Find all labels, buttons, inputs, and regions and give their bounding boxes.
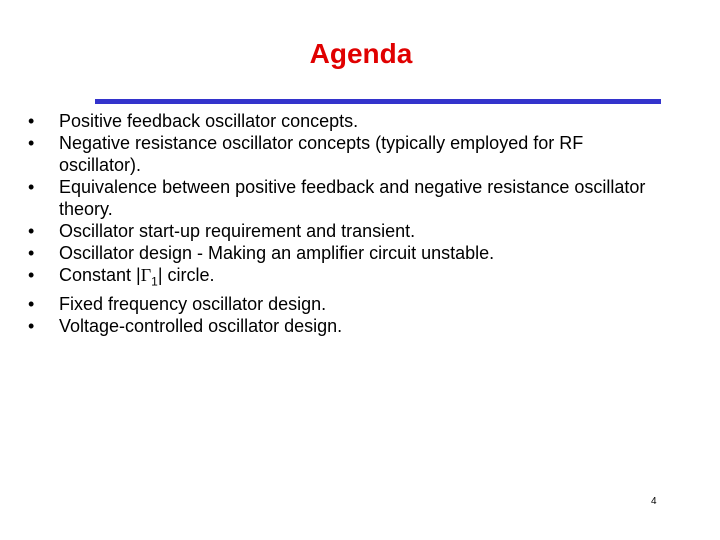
page-number: 4 (651, 496, 657, 507)
agenda-item-prefix: Constant | (59, 265, 141, 285)
bullet-icon: • (28, 265, 35, 285)
agenda-item-suffix: | circle. (157, 265, 215, 285)
agenda-item-text: Equivalence between positive feedback and negative resistance oscillator theory. (59, 177, 646, 219)
agenda-item-text: Oscillator design - Making an amplifier circuit unstable. (59, 243, 495, 263)
bullet-icon: • (28, 111, 35, 131)
agenda-list (28, 110, 668, 337)
agenda-item-text: Positive feedback oscillator concepts. (59, 111, 359, 131)
title-divider (95, 99, 661, 104)
agenda-item-text: Fixed frequency oscillator design. (59, 293, 327, 314)
agenda-item (28, 132, 668, 176)
agenda-item-text: Negative resistance oscillator concepts (typically employed for RF oscillator). (59, 133, 584, 175)
agenda-item (28, 176, 668, 220)
agenda-item-text: Voltage-controlled oscillator design. (59, 315, 343, 336)
bullet-icon: • (28, 293, 35, 314)
gamma-symbol: Γ (140, 265, 152, 285)
agenda-item (28, 293, 668, 315)
bullet-icon: • (28, 133, 35, 153)
agenda-item (28, 110, 668, 132)
agenda-item (28, 264, 668, 293)
bullet-icon: • (28, 177, 35, 197)
gamma-subscript: 1 (151, 274, 158, 289)
bullet-icon: • (28, 243, 35, 263)
slide-title: Agenda (309, 38, 413, 69)
agenda-item-text: Oscillator start-up requirement and transient. (59, 221, 416, 241)
bullet-icon: • (28, 221, 35, 241)
agenda-item (28, 220, 668, 242)
agenda-item (28, 315, 668, 337)
bullet-icon: • (28, 315, 35, 336)
agenda-item (28, 242, 668, 264)
